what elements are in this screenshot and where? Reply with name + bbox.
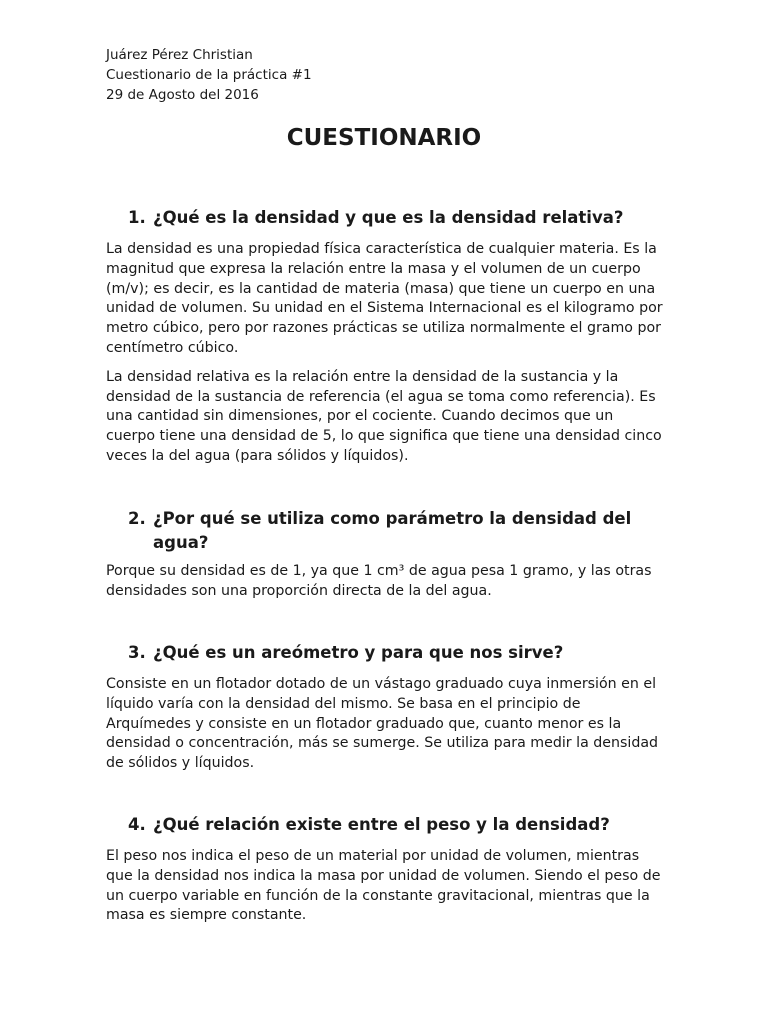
question-number: 3. [128,643,146,662]
question-heading-2 [106,507,666,555]
question-heading-1 [106,206,666,230]
question-text: ¿Qué es la densidad y que es la densidad relativa? [153,208,624,227]
question-number: 1. [128,208,146,227]
answer-block-3 [106,675,666,774]
answer-paragraph: Consiste en un flotador dotado de un vástago graduado cuya inmersión en el líquido varía con la densidad del mismo. Se basa en el principio de Arquímedes y consiste en un flotador graduado que, cuanto menor es la densidad o concentración, más se sumerge. Se utiliza para medir la densidad de sólidos y líquidos. [106,676,659,772]
document-date: 29 de Agosto del 2016 [106,87,259,103]
answer-block-2 [106,562,666,602]
document-subject: Cuestionario de la práctica #1 [106,67,312,83]
question-text: ¿Qué es un areómetro y para que nos sirve? [153,643,564,662]
answer-paragraph: Porque su densidad es de 1, ya que 1 cm³ de agua pesa 1 gramo, y las otras densidades son una proporción directa de la del agua. [106,563,652,599]
page-title: CUESTIONARIO [286,125,482,151]
author-name: Juárez Pérez Christian [106,47,253,63]
question-section-2 [106,507,666,602]
answer-block-1 [106,240,666,467]
question-number: 4. [128,815,146,834]
answer-paragraph: La densidad es una propiedad física característica de cualquier materia. Es la magnitud que expresa la relación entre la masa y el volumen de un cuerpo (m/v); es decir, es la cantidad de materia (masa) que tiene un cuerpo en una unidad de volumen. Su unidad en el Sistema Internacional es el kilogramo por metro cúbico, pero por razones prácticas se utiliza normalmente el gramo por centímetro cúbico. [106,241,663,356]
question-heading-3 [106,641,666,665]
question-heading-4 [106,813,666,837]
answer-block-4 [106,847,666,926]
question-section-3 [106,641,666,774]
question-section-1 [106,206,666,467]
answer-paragraph: La densidad relativa es la relación entre la densidad de la sustancia y la densidad de la sustancia de referencia (el agua se toma como referencia). Es una cantidad sin dimensiones, por el cociente. Cuando decimos que un cuerpo tiene una densidad de 5, lo que significa que tiene una densidad cinco veces la del agua (para sólidos y líquidos). [106,368,662,464]
answer-paragraph: El peso nos indica el peso de un material por unidad de volumen, mientras que la densidad nos indica la masa por unidad de volumen. Siendo el peso de un cuerpo variable en función de la constante gravitacional, mientras que la masa es siempre constante. [106,848,661,924]
question-number: 2. [128,509,146,528]
question-section-4 [106,813,666,926]
document-header [106,45,312,105]
question-text: ¿Por qué se utiliza como parámetro la densidad del agua? [153,509,632,552]
question-text: ¿Qué relación existe entre el peso y la densidad? [153,815,610,834]
